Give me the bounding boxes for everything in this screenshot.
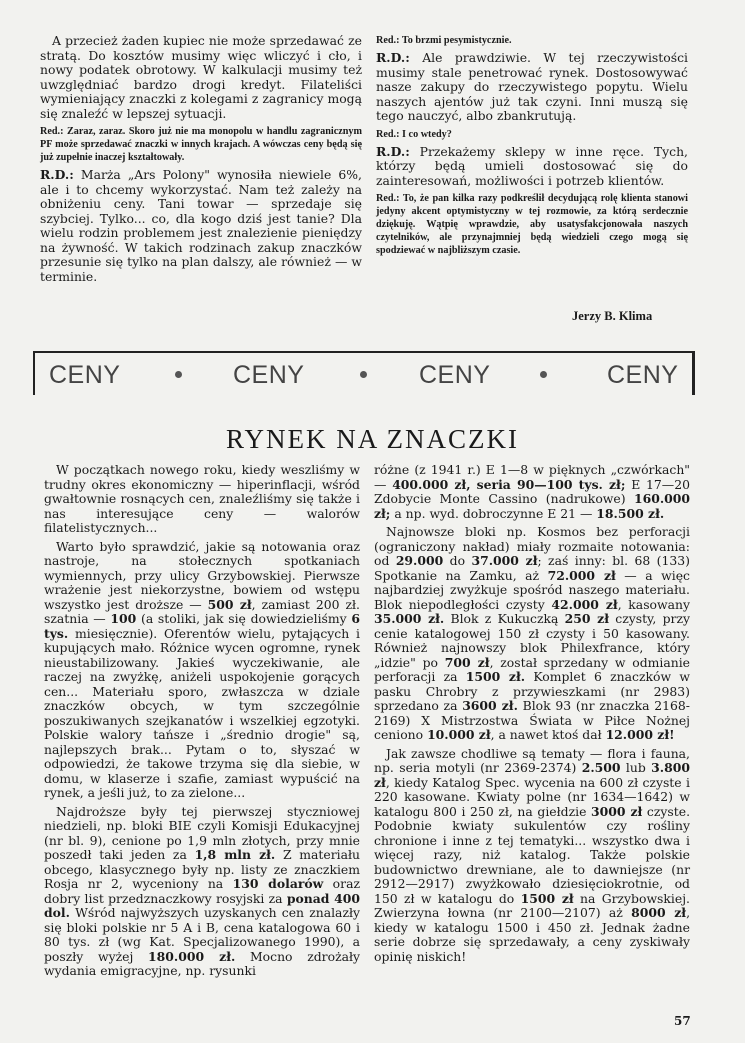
price: 100 xyxy=(110,611,137,626)
text-run: Blok 93 (nr znaczka 2168-2169) X Mistrzostwa Świata w Piłce Nożnej ceniono xyxy=(374,698,690,742)
price: 6 tys. xyxy=(44,611,360,641)
text-run: — a więc najbardziej zwyżkuje spośród naszego materiału. Blok niepodległości czysty xyxy=(374,567,690,612)
paragraph xyxy=(374,463,690,521)
paragraph xyxy=(40,168,362,284)
price: 1,8 mln zł. xyxy=(194,847,276,862)
banner-word: CENY xyxy=(49,361,121,389)
speaker-label: R.D.: xyxy=(376,143,410,159)
page-number: 57 xyxy=(674,1014,691,1028)
banner-word: CENY xyxy=(233,361,305,389)
speaker-text: Marża „Ars Polony" wynosiła niewiele 6%, ale i to chcemy wykorzystać. Nam też zależy na obniżeniu ceny. Tani towar — sprzedaje się szybciej. Tylko... co, dla kogo dziś jest tanie? Dla wielu rodzin problemem jest znalezienie pieniędzy na żywność. W takich rodzinach zakup znaczków przesunie się tylko na plan dalszy, ale również — w terminie. xyxy=(40,167,362,284)
editor-question: Red.: To brzmi pesymistycznie. xyxy=(376,35,512,46)
text-run: , a nawet ktoś dał xyxy=(490,727,606,742)
text-run: czysty, przy cenie katalogowej 150 zł czysty i 50 kasowany. Również najnowszy blok Philexfrance, który „idzie" po xyxy=(374,611,691,670)
article-headline: RYNEK NA ZNACZKI xyxy=(226,424,519,454)
price: 3600 zł. xyxy=(462,698,518,713)
banner-top-rule xyxy=(33,351,695,353)
interview-right-column xyxy=(376,34,688,261)
paragraph xyxy=(374,747,690,965)
banner-dot xyxy=(540,371,547,378)
speaker-label: R.D.: xyxy=(40,167,74,182)
text-run: różne (z 1941 r.) E 1—8 w pięknych „czwórkach" — xyxy=(374,462,690,492)
banner-dot xyxy=(175,371,182,378)
banner-word: CENY xyxy=(419,361,491,389)
text-run: lub xyxy=(620,760,652,775)
price: 37.000 zł xyxy=(471,553,538,568)
text-run: , zamiast 200 zł. szatnia — xyxy=(44,596,360,626)
text-run: , kasowany xyxy=(617,596,690,612)
editor-closing: Red.: To, że pan kilka razy podkreślił decydującą rolę klienta stanowi jedyny akcent optymistyczny w tej rozmowie, za którą serdecznie dziękuję. Wątpię wprawdzie, aby usatysfakcjonowała naszych czytelników, ale przynajmniej będą wiedzieli czego mogą się spodziewać w najbliższym czasie. xyxy=(376,193,688,256)
text-run: a np. wyd. dobroczynne E 21 — xyxy=(390,505,597,521)
price: 180.000 zł. xyxy=(148,948,236,964)
paragraph: A przecież żaden kupiec nie może sprzedawać ze stratą. Do kosztów musimy więc wliczyć i cło, i nowy podatek obrotowy. W kalkulacji musimy też uwzględniać bardzo drogi kredyt. Filateliści wymieniający znaczki z kolegami z zagranicy mogą się znaleźć w lepszej sytuacji. xyxy=(40,33,362,121)
price: 8000 zł xyxy=(631,905,687,920)
paragraph xyxy=(44,805,360,979)
price: 400.000 zł, seria 90—100 tys. zł; xyxy=(392,476,626,492)
text-run: Komplet 6 znaczków w pasku Chrobry z przywieszkami (nr 2983) sprzedano za xyxy=(374,669,690,713)
paragraph xyxy=(376,51,688,124)
article-right-column xyxy=(374,463,690,968)
price: 160.000 zł; xyxy=(374,491,690,521)
text-run: Najdroższe były tej pierwszej styczniowej niedzieli, np. bloki BIE czyli Komisji Edukacyjnej (nr bl. 9), cenione po 1,9 mln złotych, przy mnie poszedł taki jeden za xyxy=(44,803,360,862)
paragraph xyxy=(44,540,360,801)
price: 3.800 zł xyxy=(374,760,690,790)
price: 130 dolarów xyxy=(232,876,324,891)
price: 29.000 xyxy=(395,553,444,568)
price: 1500 zł. xyxy=(465,669,526,684)
editor-question: Red.: Zaraz, zaraz. Skoro już nie ma monopolu w handlu zagranicznym PF może sprzedawać znaczki w innych krajach. A wówczas ceny będą się już zupełnie inaczej kształtowały. xyxy=(40,126,362,163)
text-run: Warto było sprawdzić, jakie są notowania oraz nastroje, na stołecznych spotkaniach wymiennych, przy ulicy Grzybowskiej. Pierwsze wrażenie jest niekorzystne, bowiem od wstępu wszystko jest droższe — xyxy=(44,538,360,612)
interview-left-column xyxy=(40,34,362,288)
section-banner xyxy=(33,352,695,395)
price: 1500 zł xyxy=(520,890,574,906)
price: 12.000 zł! xyxy=(605,727,675,742)
article-left-column xyxy=(44,463,360,983)
text-run: oraz dobry list przedznaczkowy rosyjski za xyxy=(44,876,360,906)
text-run: , kiedy Katalog Spec. wycenia na 600 zł czyste i 220 kasowane. Kwiaty polne (nr 1634—1642) w katalogu 800 i 250 zł, na giełdzie xyxy=(374,774,690,819)
price: 42.000 zł xyxy=(551,596,618,612)
banner-word: CENY xyxy=(607,361,679,389)
text-run: do xyxy=(443,553,472,568)
text-run: , został sprzedany w odmianie perforacji za xyxy=(374,654,691,684)
text-run: czyste. Podobnie kwiaty sukulentów czy rośliny chronione i inne z tej tematyki... wszystko dwa i więcej razy, niż katalog. Także polskie budownictwo drewniane, ale to dawniejsze (nr 2912—2917) zwyżkowało dziesięciokrotnie, od 150 zł w katalogu do xyxy=(374,803,691,906)
paragraph xyxy=(374,525,690,743)
speaker-text: Przekażemy sklepy w inne ręce. Tych, którzy będą umieli dostosować się do zainteresowań, możliwości i potrzeb klientów. xyxy=(376,143,688,188)
text-run: na Grzybowskiej. Zwierzyna łowna (nr 2100—2107) aż xyxy=(374,890,690,920)
banner-dot xyxy=(360,371,367,378)
price: 18.500 zł. xyxy=(596,505,665,521)
price: 10.000 zł xyxy=(427,727,491,742)
paragraph xyxy=(376,145,688,189)
price: 35.000 zł. xyxy=(374,611,445,626)
price: 2.500 xyxy=(581,760,621,775)
editor-question: Red.: I co wtedy? xyxy=(376,128,452,140)
price: 3000 zł xyxy=(591,803,643,819)
price: 700 zł xyxy=(444,654,490,670)
text-run: Blok z Kukuczką xyxy=(444,611,565,626)
text-run: , kiedy w katalogu 1500 i 450 zł. Jednak żadne serie dobrze się sprzedawały, a ceny zyskiwały opinię niskich! xyxy=(374,905,691,964)
text-run: Wśród najwyższych uzyskanych cen znalazły się bloki polskie nr 5 A i B, cena katalogowa 60 i 80 tys. zł (wg Kat. Specjalizowanego 1990), a poszły wyżej xyxy=(44,905,360,964)
text-run: (a stoliki, jak się dowiedzieliśmy xyxy=(136,611,352,626)
paragraph: W początkach nowego roku, kiedy weszliśmy w trudny okres ekonomiczny — hiperinflacji, wśród gwałtownie rosnących cen, znaleźliśmy się także i nas interesujące ceny — walorów filatelistycznych... xyxy=(44,462,360,535)
text-run: Jak zawsze chodliwe są tematy — flora i fauna, np. seria motyli (nr 2369-2374) xyxy=(374,745,690,775)
price: 500 zł xyxy=(207,596,252,612)
author-signature: Jerzy B. Klima xyxy=(572,309,653,323)
text-run: miesięcznie). Oferentów wielu, pytających i kupujących mało. Różnice wycen ogromne, rynek nieustabilizowany. Jakieś wyczekiwanie, ale raczej na zwyżkę, aniżeli uspokojenie gorących cen... Materiału sporo, zwłaszcza w dziale znaczków obcych, w tym szczególnie poszukiwanych szejkanatów i wszelkiej egzotyki. Polskie walory tańsze i „średnio drogie" są, najlepszych brak... Pytam o to, słyszać w odpowiedzi, że takowe trzyma się dla siebie, w domu, w klaserze i szafie, zamiast wypuścić na rynek, a jeśli już, to za zielone... xyxy=(44,625,360,800)
price: 250 zł xyxy=(564,611,609,626)
text-run: Najnowsze bloki np. Kosmos bez perforacji (ograniczony nakład) miały rozmaite notowania: od xyxy=(374,524,690,568)
speaker-text: Ale prawdziwie. W tej rzeczywistości musimy stale penetrować rynek. Dostosowywać nasze zakupy do rzeczywistego popytu. Wielu naszych ajentów już tak czyni. Inni muszą się tego nauczyć, albo zbankrutują. xyxy=(376,50,688,123)
price: ponad 400 dol. xyxy=(44,890,360,920)
text-run: E 17—20 Zdobycie Monte Cassino (nadrukowe) xyxy=(374,476,690,506)
text-run: Z materiału obcego, klasycznego były np. listy ze znaczkiem Rosja nr 2, wyceniony na xyxy=(44,847,360,891)
text-run: ; zaś inny: bl. 68 (133) Spotkanie na Zamku, aż xyxy=(374,553,690,583)
text-run: Mocno zdrożały wydania emigracyjne, np. rysunki xyxy=(44,948,360,978)
speaker-label: R.D.: xyxy=(376,50,410,65)
price: 72.000 zł xyxy=(547,567,616,583)
